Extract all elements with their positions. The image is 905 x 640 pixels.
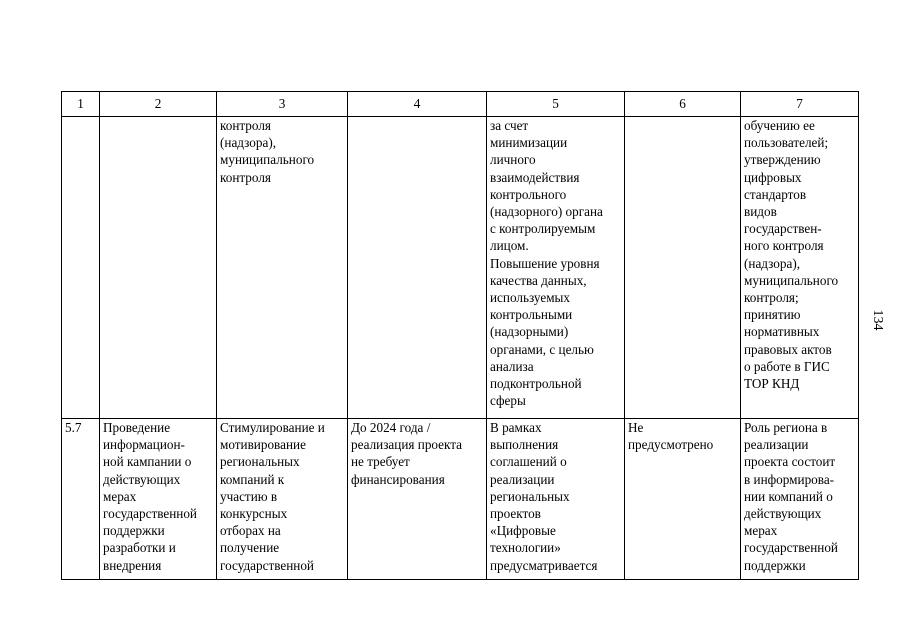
table-row (62, 117, 859, 419)
table-cell-number (62, 117, 100, 419)
table-row (62, 419, 859, 580)
table-cell-region-role: обучению ее пользователей; утверждению цифровых стандартов видов государствен- ного контроля (надзора), муниципального контроля; принятию нормативных правовых актов о работе в ГИС ТОР КНД (741, 117, 859, 419)
table-cell-implementation: за счет минимизации личного взаимодействия контрольного (надзорного) органа с контролируемым лицом. Повышение уровня качества данных, используемых контрольными (надзорными) органами, с целью анализа подконтрольной сферы (487, 117, 625, 419)
page-number: 134 (870, 309, 885, 331)
column-number-1: 1 (62, 92, 100, 117)
column-number-3: 3 (217, 92, 348, 117)
column-number-4: 4 (348, 92, 487, 117)
table-cell-goal: Стимулирование и мотивирование региональных компаний к участию в конкурсных отборах на получение государственной (217, 419, 348, 580)
column-numbers-row (62, 92, 859, 117)
table-cell-status (625, 117, 741, 419)
measures-table (61, 91, 859, 580)
table-cell-timeline-funding (348, 117, 487, 419)
column-number-6: 6 (625, 92, 741, 117)
table-cell-region-role: Роль региона в реализации проекта состоит в информирова- нии компаний о действующих мерах государственной поддержки (741, 419, 859, 580)
column-number-2: 2 (100, 92, 217, 117)
table-cell-implementation: В рамках выполнения соглашений о реализации региональных проектов «Цифровые технологии» предусматривается (487, 419, 625, 580)
table-cell-number: 5.7 (62, 419, 100, 580)
table-cell-goal: контроля (надзора), муниципального контроля (217, 117, 348, 419)
table-cell-timeline-funding: До 2024 года / реализация проекта не требует финансирования (348, 419, 487, 580)
column-number-7: 7 (741, 92, 859, 117)
table-cell-status: Не предусмотрено (625, 419, 741, 580)
column-number-5: 5 (487, 92, 625, 117)
table-cell-measure (100, 117, 217, 419)
table-cell-measure: Проведение информацион- ной кампании о действующих мерах государственной поддержки разработки и внедрения (100, 419, 217, 580)
